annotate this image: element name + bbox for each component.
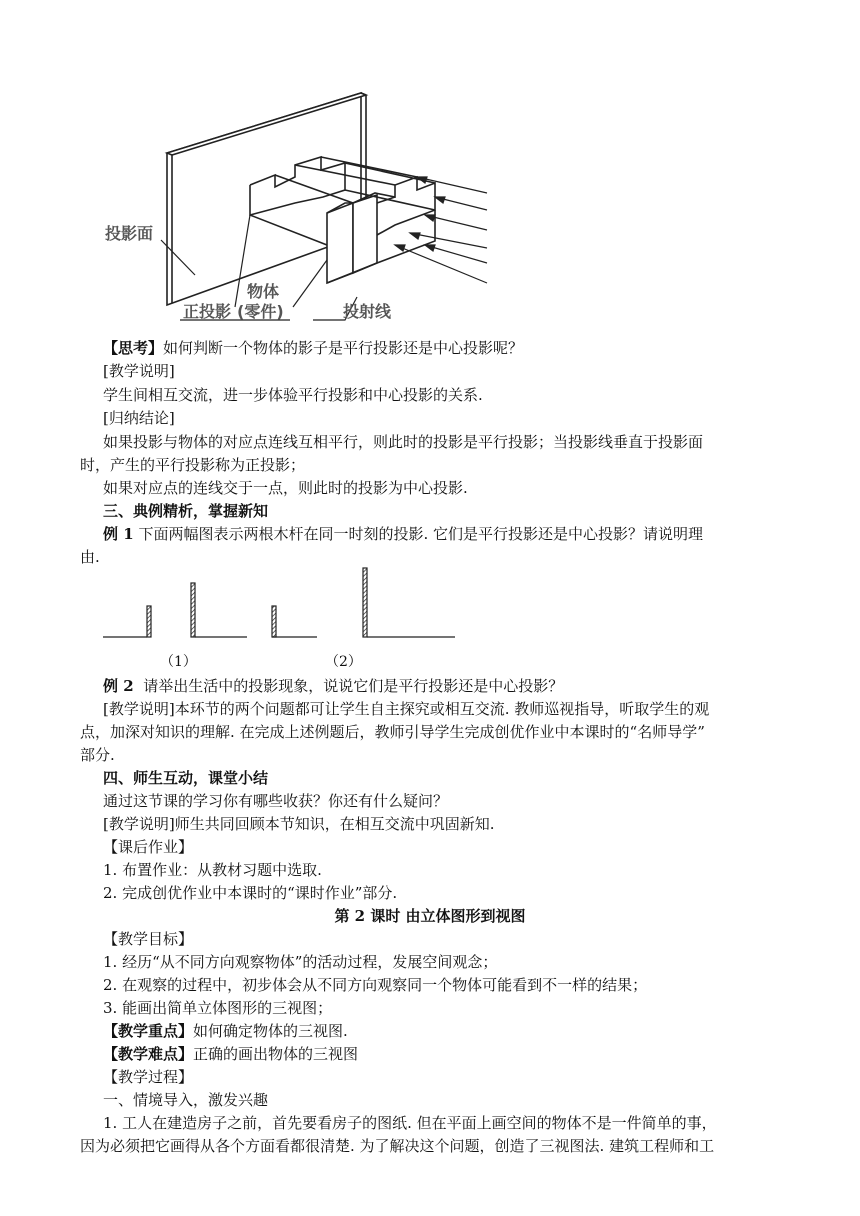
example1-tag: 例 1 (103, 525, 134, 543)
example2-tag: 例 2 (103, 677, 134, 695)
homework-tag: 【课后作业】 (103, 838, 194, 856)
conclusion-p1a: 如果投影与物体的对应点连线互相平行，则此时的投影是平行投影；当投影线垂直于投影面 (103, 433, 704, 451)
difficulty-tag: 【教学难点】 (103, 1045, 194, 1063)
note2-a: [教学说明]本环节的两个问题都可让学生自主探究或相互交流. 教师巡视指导，听取学生的观 (103, 700, 710, 718)
section4-heading: 四、师生互动，课堂小结 (103, 769, 269, 787)
pole-2b (363, 568, 367, 637)
think-text: 如何判断一个物体的影子是平行投影还是中心投影呢？ (163, 339, 524, 357)
difficulty-text: 正确的画出物体的三视图 (193, 1045, 359, 1063)
key-point-text: 如何确定物体的三视图. (193, 1022, 348, 1040)
key-point-line (103, 1020, 793, 1042)
think-tag: 【思考】 (103, 339, 164, 357)
note3: [教学说明]师生共同回顾本节知识，在相互交流中巩固新知. (103, 815, 495, 833)
label-orthographic: 正投影 (183, 302, 232, 321)
projection-figure (95, 85, 515, 330)
example2-text: 请举出生活中的投影现象，说说它们是平行投影还是中心投影？ (143, 677, 564, 695)
caption-2: （2） (325, 654, 362, 670)
example1-text: 下面两幅图表示两根木杆在同一时刻的投影. 它们是平行投影还是中心投影？请说明理 (138, 525, 703, 543)
label-projection-plane: 投影面 (105, 224, 154, 243)
note1-text: 学生间相互交流，进一步体验平行投影和中心投影的关系. (103, 386, 483, 404)
lesson2-title: 第 2 课时 由立体图形到视图 (334, 907, 526, 925)
label-rays: 投射线 (343, 302, 392, 321)
pole-2a (272, 606, 276, 637)
homework-item1: 1. 布置作业：从教材习题中选取. (103, 861, 322, 879)
objectives-tag: 【教学目标】 (103, 930, 194, 948)
summary-question: 通过这节课的学习你有哪些收获？你还有什么疑问？ (103, 792, 449, 810)
process-tag: 【教学过程】 (103, 1068, 194, 1086)
conclusion-tag: [归纳结论] (103, 409, 175, 427)
key-point-tag: 【教学重点】 (103, 1022, 194, 1040)
objectives-item2: 2. 在观察的过程中，初步体会从不同方向观察同一个物体可能看到不一样的结果； (103, 976, 648, 994)
conclusion-p2: 如果对应点的连线交于一点，则此时的投影为中心投影. (103, 479, 468, 497)
conclusion-p1b: 时，产生的平行投影称为正投影； (80, 456, 306, 474)
pole-1a (147, 606, 151, 637)
think-line (103, 337, 793, 359)
label-object-1: 物体 (247, 282, 280, 301)
difficulty-line (103, 1043, 793, 1065)
caption-1: （1） (160, 654, 197, 670)
homework-item2: 2. 完成创优作业中本课时的“课时作业”部分. (103, 884, 398, 902)
poles-figure (95, 560, 465, 640)
intro-a: 1. 工人在建造房子之前，首先要看房子的图纸. 但在平面上画空间的物体不是一件简单的事， (103, 1114, 717, 1132)
section1-heading: 一、情境导入，激发兴趣 (103, 1091, 269, 1109)
example1-text-b: 由. (80, 548, 100, 566)
example1-line (103, 523, 793, 545)
note2-b: 点，加深对知识的理解. 在完成上述例题后，教师引导学生完成创优作业中本课时的“名师导学” (80, 723, 705, 741)
note2-c: 部分. (80, 746, 115, 764)
intro-b: 因为必须把它画得从各个方面看都很清楚. 为了解决这个问题，创造了三视图法. 建筑工程师和工 (80, 1137, 715, 1155)
objectives-item3: 3. 能画出简单立体图形的三视图； (103, 999, 333, 1017)
objectives-item1: 1. 经历“从不同方向观察物体”的活动过程，发展空间观念； (103, 953, 498, 971)
example2-line (103, 675, 793, 697)
label-object-2: (零件) (237, 302, 284, 321)
section3-heading: 三、典例精析，掌握新知 (103, 502, 269, 520)
pole-1b (191, 583, 195, 637)
note1-tag: [教学说明] (103, 362, 175, 380)
